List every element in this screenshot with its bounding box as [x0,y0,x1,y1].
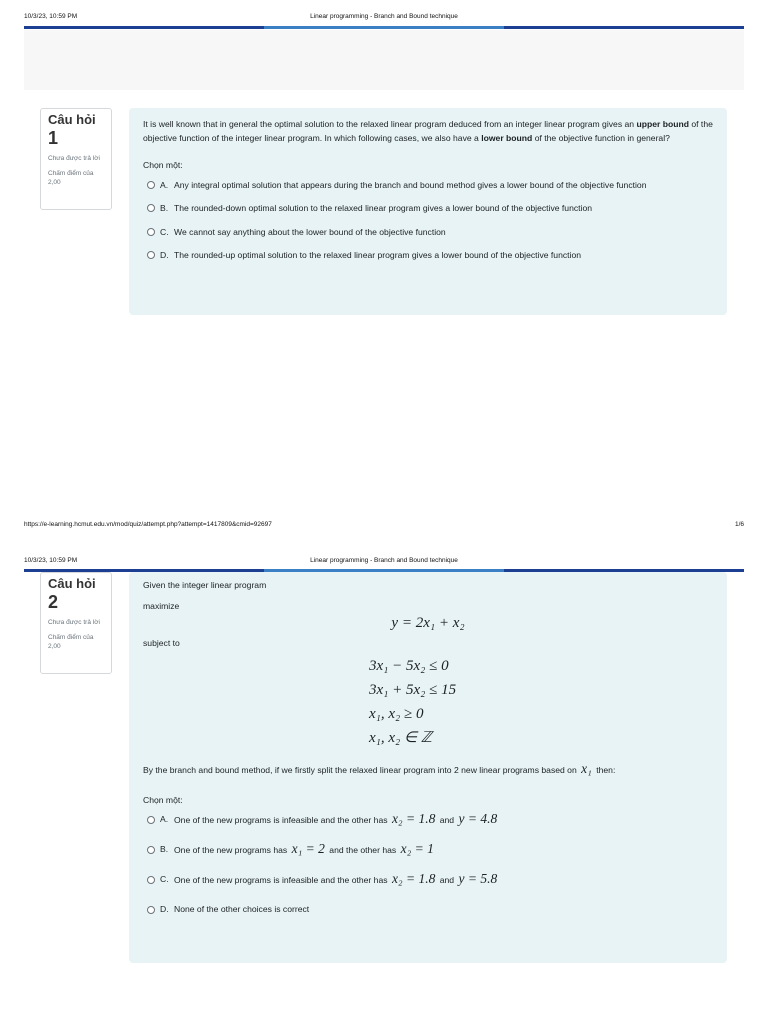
option-letter: B. [160,844,169,855]
print-url: https://e-learning.hcmut.edu.vn/mod/quiz/attempt.php?attempt=1417809&cmid=92697 [24,521,272,528]
question-number: 2 [48,592,59,612]
answer-option-a[interactable]: A. One of the new programs is infeasible and the other has x₂ = 1.8 and y = 4.8 [147,811,713,829]
print-date: 10/3/23, 10:59 PM [24,557,78,564]
question-label: Câu hỏi [48,112,96,127]
radio-button[interactable] [147,251,155,259]
question-status: Chưa được trả lời [48,619,100,626]
question-text: By the branch and bound method, if we firstly split the relaxed linear program into 2 new linear programs based on x₁ then: [143,761,616,776]
option-text: The rounded-down optimal solution to the relaxed linear program gives a lower bound of the objective function [174,203,593,213]
page-header-area [24,30,744,90]
header-bar [24,26,744,29]
question-score: Chấm điểm của 2,00 [48,170,94,186]
print-title: Linear programming - Branch and Bound technique [310,557,458,564]
answer-option-b[interactable] [147,202,713,216]
option-letter: C. [160,874,169,885]
objective-function: y = 2x₁ + x₂ [391,615,465,631]
print-page-number: 1/6 [734,521,744,528]
question-content-2 [129,572,727,963]
option-text: We cannot say anything about the lower bound of the objective function [174,226,446,237]
question-content-1 [129,108,727,315]
answer-option-a[interactable] [147,179,713,193]
choose-one-label: Chọn một: [143,794,183,805]
subject-to-label: subject to [143,637,180,648]
radio-button[interactable] [147,906,155,914]
option-text: The rounded-up optimal solution to the relaxed linear program gives a lower bound of the objective function [174,250,582,260]
question-score: Chấm điểm của 2,00 [48,634,94,650]
radio-button[interactable] [147,816,155,824]
answer-option-b[interactable]: B. One of the new programs has x₁ = 2 and the other has x₂ = 1 [147,841,713,859]
option-letter: A. [160,179,169,190]
constraint-1: 3x₁ − 5x₂ ≤ 0 [369,658,449,674]
option-letter: A. [160,814,169,825]
question-info-2 [40,572,112,674]
question-number: 1 [48,128,59,148]
option-text: Any integral optimal solution that appears during the branch and bound method gives a lower bound of the objective function [174,179,647,190]
option-text: None of the other choices is correct [174,904,310,915]
constraint-2: 3x₁ + 5x₂ ≤ 15 [369,682,457,698]
answer-option-d[interactable] [147,901,713,919]
constraint-3: x₁, x₂ ≥ 0 [369,706,424,722]
print-title: Linear programming - Branch and Bound technique [310,13,458,20]
question-label: Câu hỏi [48,576,96,591]
question-status: Chưa được trả lời [48,155,100,162]
radio-button[interactable] [147,228,155,236]
maximize-label: maximize [143,600,180,611]
option-letter: B. [160,203,169,213]
answer-option-d[interactable] [147,249,713,263]
constraints [369,654,713,750]
answer-option-c[interactable] [147,226,713,240]
option-letter: C. [160,226,169,237]
option-letter: D. [160,904,169,915]
question-info-1 [40,108,112,210]
choose-one-label: Chọn một: [143,160,183,170]
radio-button[interactable] [147,181,155,189]
constraint-4: x₁, x₂ ∈ ℤ [369,730,432,746]
radio-button[interactable] [147,846,155,854]
question-intro: Given the integer linear program [143,580,267,590]
print-date: 10/3/23, 10:59 PM [24,13,78,20]
option-letter: D. [160,250,169,260]
answer-option-c[interactable]: C. One of the new programs is infeasible and the other has x₂ = 1.8 and y = 5.8 [147,871,713,889]
radio-button[interactable] [147,204,155,212]
radio-button[interactable] [147,876,155,884]
question-text: It is well known that in general the optimal solution to the relaxed linear program deduced from an integer linear program gives an upper bound of the objective function of the integer linear program. In which following cases, we also have a lower bound of the objective function in general? [143,119,713,143]
